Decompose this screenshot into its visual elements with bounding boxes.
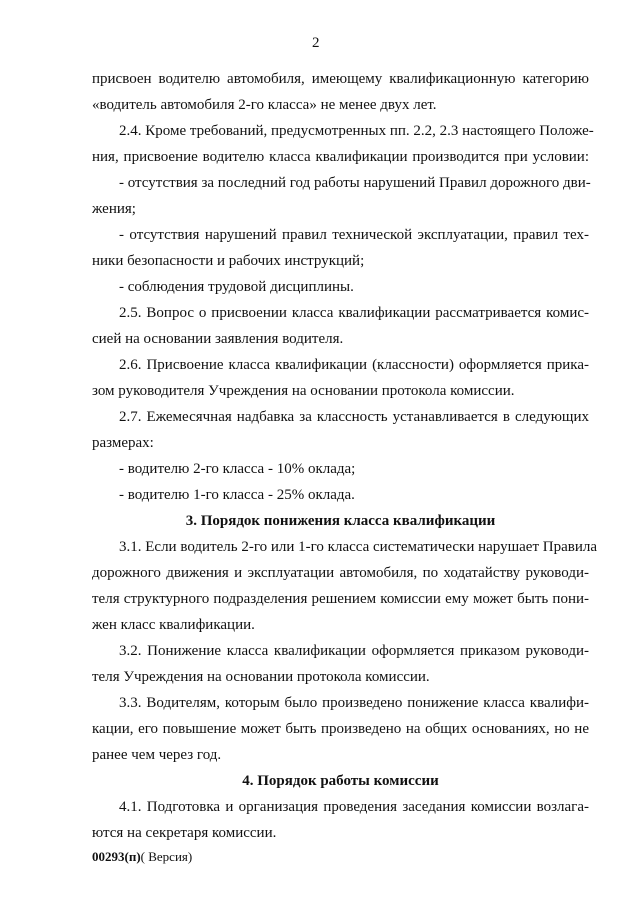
text-line: размерах: [92,435,154,451]
document-body [92,66,598,846]
text-line: 2.7. Ежемесячная надбавка за классность устанавливается в следующих [119,409,589,425]
text-line: ники безопасности и рабочих инструкций; [92,253,365,269]
page-number: 2 [312,35,320,51]
text-line: ния, присвоение водителю класса квалификации производится при условии: [92,149,589,165]
text-line: - отсутствия за последний год работы нарушений Правил дорожного дви- [119,175,591,191]
text-line: 2.5. Вопрос о присвоении класса квалификации рассматривается комис- [119,305,589,321]
text-line: присвоен водителю автомобиля, имеющему квалификационную категорию [92,71,589,87]
section-heading: 4. Порядок работы комиссии [242,773,439,789]
text-line: теля структурного подразделения решением комиссии ему может быть пони- [92,591,589,607]
section-heading: 3. Порядок понижения класса квалификации [185,513,496,529]
text-line: - водителю 2-го класса - 10% оклада; [119,461,356,477]
document-version: ( Версия) [140,849,193,864]
text-line: 2.4. Кроме требований, предусмотренных пп. 2.2, 2.3 настоящего Положе- [119,123,594,139]
text-line: ются на секретаря комиссии. [92,825,277,841]
document-footer [92,849,192,865]
text-line: 4.1. Подготовка и организация проведения заседания комиссии возлага- [119,799,589,815]
text-line: 2.6. Присвоение класса квалификации (классности) оформляется прика- [119,357,589,373]
text-line: жения; [92,201,136,217]
text-line: 3.2. Понижение класса квалификации оформляется приказом руководи- [119,643,589,659]
document-code: 00293(п) [92,849,141,864]
text-line: «водитель автомобиля 2-го класса» не менее двух лет. [92,97,437,113]
text-line: теля Учреждения на основании протокола комиссии. [92,669,430,685]
text-line: дорожного движения и эксплуатации автомобиля, по ходатайству руководи- [92,565,589,581]
text-line: жен класс квалификации. [92,617,255,633]
text-line: 3.1. Если водитель 2-го или 1-го класса систематически нарушает Правила [119,539,598,555]
text-line: - отсутствия нарушений правил технической эксплуатации, правил тех- [119,227,589,243]
text-line: ранее чем через год. [92,747,222,763]
text-line: кации, его повышение может быть произведено на общих основаниях, но не [92,721,589,737]
text-line: зом руководителя Учреждения на основании протокола комиссии. [92,383,515,399]
text-line: - водителю 1-го класса - 25% оклада. [119,487,355,503]
text-line: сией на основании заявления водителя. [92,331,344,347]
text-line: 3.3. Водителям, которым было произведено понижение класса квалифи- [119,695,589,711]
text-line: - соблюдения трудовой дисциплины. [119,279,354,295]
